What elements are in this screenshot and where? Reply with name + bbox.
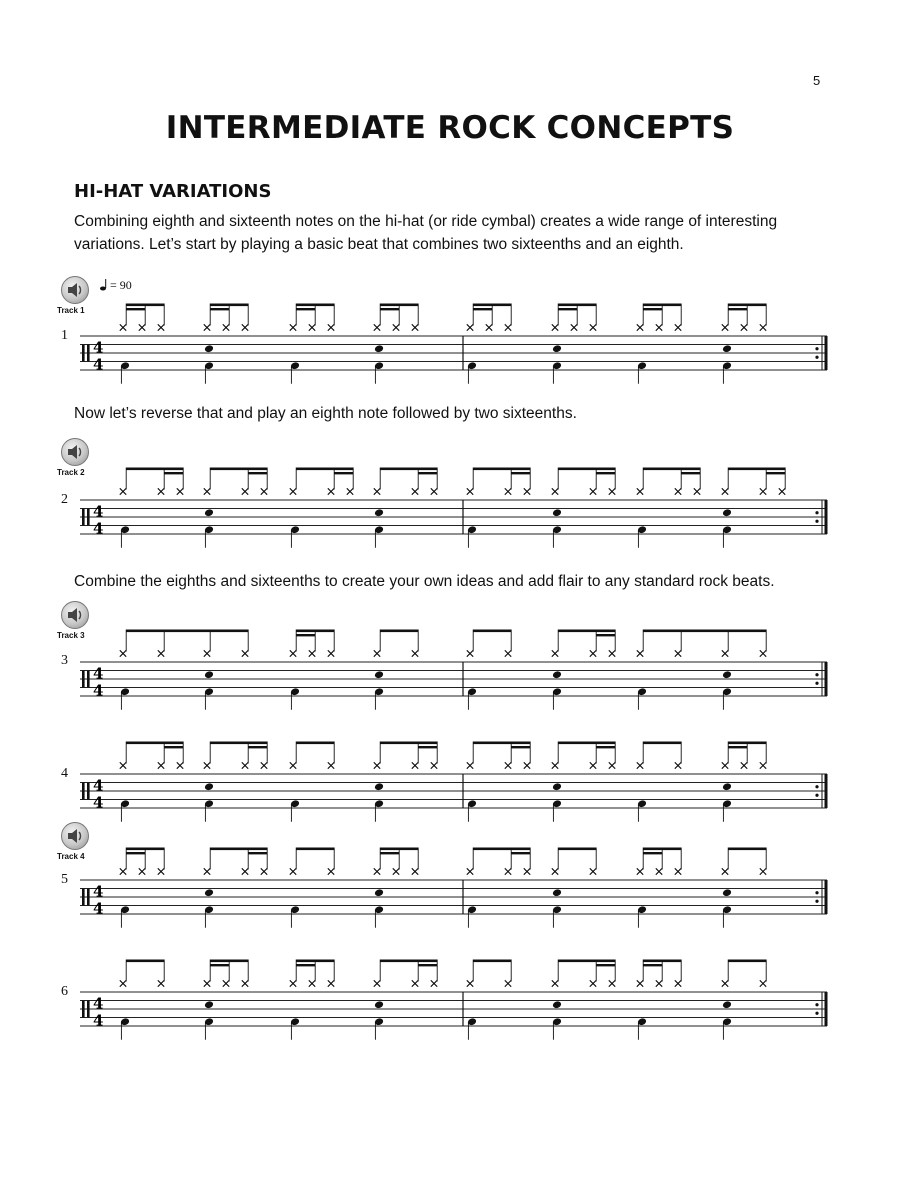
beam — [558, 960, 615, 963]
snare-note — [374, 344, 384, 353]
percussion-clef — [87, 671, 90, 688]
beam — [248, 852, 267, 854]
beam — [643, 742, 681, 745]
intro-paragraph: Combining eighth and sixteenth notes on the hi-hat (or ride cymbal) creates a wide range of interesting variations. Let’s start by playing a basic beat that combines two sixteenths and an eighth. — [74, 213, 778, 253]
beam — [728, 468, 785, 471]
exercise-number: 3 — [61, 653, 68, 668]
repeat-dot — [815, 520, 818, 523]
beam — [380, 308, 399, 310]
exercise-number: 5 — [61, 872, 68, 887]
snare-note — [722, 670, 732, 679]
snare-note — [552, 670, 562, 679]
time-signature: 4 — [93, 776, 104, 795]
snare-note — [722, 344, 732, 353]
track-label: Track 4 — [57, 852, 85, 861]
beam — [418, 746, 437, 748]
percussion-clef — [82, 783, 85, 800]
beam — [473, 742, 530, 745]
snare-note — [374, 782, 384, 791]
time-signature: 4 — [93, 994, 104, 1013]
beam — [380, 848, 418, 851]
track-label: Track 3 — [57, 631, 85, 640]
time-signature: 4 — [93, 681, 104, 700]
beam — [210, 468, 267, 471]
exercise-row — [55, 278, 835, 388]
percussion-clef — [82, 1001, 85, 1018]
beam — [418, 472, 437, 474]
beam — [164, 472, 183, 474]
beam — [596, 746, 615, 748]
snare-note — [552, 508, 562, 517]
snare-note — [552, 344, 562, 353]
snare-note — [552, 1000, 562, 1009]
repeat-dot — [815, 1012, 818, 1015]
percussion-clef — [87, 889, 90, 906]
snare-note — [204, 344, 214, 353]
percussion-clef — [87, 783, 90, 800]
beam — [558, 468, 615, 471]
repeat-dot — [815, 682, 818, 685]
beam — [511, 852, 530, 854]
snare-note — [722, 782, 732, 791]
beam — [126, 852, 145, 854]
repeat-dot — [815, 794, 818, 797]
beam — [511, 746, 530, 748]
beam — [643, 304, 681, 307]
time-signature: 4 — [93, 793, 104, 812]
beam — [210, 848, 267, 851]
section-heading: HI-HAT VARIATIONS — [74, 181, 272, 202]
beam — [210, 742, 267, 745]
beam — [643, 468, 700, 471]
beam — [643, 308, 662, 310]
beam — [473, 848, 530, 851]
repeat-dot — [815, 785, 818, 788]
percussion-clef — [87, 1001, 90, 1018]
beam — [558, 848, 596, 851]
snare-note — [204, 670, 214, 679]
instruction-paragraph: Combine the eighths and sixteenths to create your own ideas and add flair to any standard rock beats. — [74, 573, 775, 590]
beam — [334, 472, 353, 474]
snare-note — [722, 888, 732, 897]
time-signature: 4 — [93, 338, 104, 357]
snare-note — [374, 670, 384, 679]
repeat-dot — [815, 356, 818, 359]
snare-note — [204, 508, 214, 517]
exercise-row — [55, 822, 835, 932]
beam — [296, 630, 334, 633]
repeat-barline — [825, 880, 828, 914]
page-title: INTERMEDIATE ROCK CONCEPTS — [165, 110, 735, 146]
time-signature: 4 — [93, 1011, 104, 1030]
exercise-number: 4 — [61, 766, 68, 781]
beam — [296, 634, 315, 636]
beam — [296, 960, 334, 963]
beam — [126, 630, 248, 633]
repeat-dot — [815, 673, 818, 676]
time-signature: 4 — [93, 502, 104, 521]
beam — [681, 472, 700, 474]
beam — [296, 308, 315, 310]
beam — [643, 848, 681, 851]
repeat-barline — [825, 500, 828, 534]
repeat-barline — [825, 336, 828, 370]
beam — [558, 308, 577, 310]
beam — [248, 746, 267, 748]
beam — [126, 848, 164, 851]
beam — [596, 472, 615, 474]
time-signature: 4 — [93, 355, 104, 374]
beam — [643, 852, 662, 854]
beam — [296, 304, 334, 307]
beam — [728, 308, 747, 310]
percussion-clef — [87, 509, 90, 526]
snare-note — [552, 782, 562, 791]
repeat-dot — [815, 511, 818, 514]
beam — [558, 304, 596, 307]
drum-staff — [55, 722, 835, 832]
beam — [511, 472, 530, 474]
beam — [728, 742, 766, 745]
beam — [380, 468, 437, 471]
beam — [473, 308, 492, 310]
track-label: Track 2 — [57, 468, 85, 477]
exercise-row — [55, 603, 835, 713]
beam — [473, 468, 530, 471]
beam — [643, 964, 662, 966]
drum-staff — [55, 603, 835, 713]
percussion-clef — [82, 889, 85, 906]
beam — [643, 630, 766, 633]
drum-staff — [55, 944, 835, 1054]
beam — [596, 964, 615, 966]
beam — [296, 468, 353, 471]
beam — [296, 848, 334, 851]
snare-note — [204, 782, 214, 791]
percussion-clef — [82, 671, 85, 688]
snare-note — [374, 508, 384, 517]
beam — [210, 308, 229, 310]
exercise-row — [55, 722, 835, 832]
beam — [380, 742, 437, 745]
beam — [248, 472, 267, 474]
beam — [210, 964, 229, 966]
snare-note — [722, 508, 732, 517]
repeat-dot — [815, 347, 818, 350]
beam — [296, 964, 315, 966]
snare-note — [204, 1000, 214, 1009]
beam — [210, 304, 248, 307]
beam — [558, 742, 615, 745]
time-signature: 4 — [93, 664, 104, 683]
repeat-barline — [825, 992, 828, 1026]
beam — [126, 960, 164, 963]
beam — [380, 304, 418, 307]
page-number: 5 — [813, 73, 821, 88]
drum-staff — [55, 278, 835, 388]
beam — [418, 964, 437, 966]
beam — [164, 746, 183, 748]
beam — [126, 742, 183, 745]
beam — [296, 742, 334, 745]
snare-note — [374, 1000, 384, 1009]
beam — [643, 960, 681, 963]
exercise-number: 2 — [61, 492, 68, 507]
beam — [766, 472, 785, 474]
beam — [473, 304, 511, 307]
exercise-row — [55, 944, 835, 1054]
beam — [558, 630, 615, 633]
track-label: Track 1 — [57, 306, 85, 315]
drum-staff — [55, 440, 835, 550]
snare-note — [552, 888, 562, 897]
beam — [728, 304, 766, 307]
beam — [380, 852, 399, 854]
beam — [126, 468, 183, 471]
percussion-clef — [82, 345, 85, 362]
beam — [473, 960, 511, 963]
beam — [380, 630, 418, 633]
repeat-dot — [815, 900, 818, 903]
time-signature: 4 — [93, 882, 104, 901]
repeat-dot — [815, 891, 818, 894]
time-signature: 4 — [93, 519, 104, 538]
beam — [126, 308, 145, 310]
snare-note — [204, 888, 214, 897]
time-signature: 4 — [93, 899, 104, 918]
repeat-barline — [825, 774, 828, 808]
exercise-number: 1 — [61, 328, 68, 343]
repeat-dot — [815, 1003, 818, 1006]
beam — [728, 848, 766, 851]
repeat-barline — [825, 662, 828, 696]
drum-staff — [55, 822, 835, 932]
beam — [210, 960, 248, 963]
beam — [728, 746, 747, 748]
snare-note — [722, 1000, 732, 1009]
beam — [126, 304, 164, 307]
percussion-clef — [82, 509, 85, 526]
exercise-number: 6 — [61, 984, 68, 999]
instruction-paragraph: Now let’s reverse that and play an eighth note followed by two sixteenths. — [74, 405, 577, 422]
beam — [473, 630, 511, 633]
tempo-value: = 90 — [110, 278, 132, 292]
percussion-clef — [87, 345, 90, 362]
beam — [380, 960, 437, 963]
exercise-row — [55, 440, 835, 550]
snare-note — [374, 888, 384, 897]
beam — [728, 960, 766, 963]
beam — [596, 634, 615, 636]
